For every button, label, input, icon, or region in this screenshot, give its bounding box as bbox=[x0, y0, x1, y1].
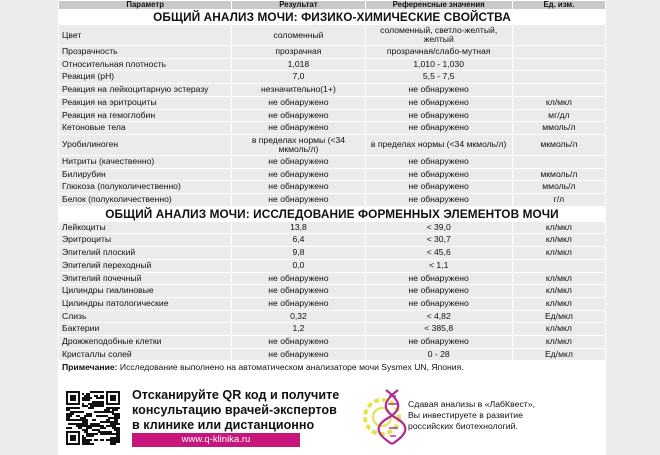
table-row bbox=[59, 222, 605, 234]
cell-result: 0,0 bbox=[232, 260, 364, 272]
cell-ref: < 4,82 bbox=[366, 311, 512, 323]
cell-result: не обнаружено bbox=[232, 97, 364, 109]
cell-ref: не обнаружено bbox=[366, 84, 512, 96]
table-row bbox=[59, 122, 605, 134]
table-row bbox=[59, 156, 605, 168]
cell-result: 1,018 bbox=[232, 59, 364, 71]
cell-param: Реакция на лейкоцитарную эстеразу bbox=[59, 84, 231, 96]
cell-result: не обнаружено bbox=[232, 169, 364, 181]
cell-result: не обнаружено bbox=[232, 298, 364, 310]
cell-ref: < 30,7 bbox=[366, 234, 512, 246]
cell-ref: < 45,6 bbox=[366, 247, 512, 259]
cell-param: Эпителий плоский bbox=[59, 247, 231, 259]
table-row bbox=[59, 59, 605, 71]
cell-param: Эпителий почечный bbox=[59, 273, 231, 285]
cell-unit bbox=[513, 25, 605, 45]
cell-ref: не обнаружено bbox=[366, 336, 512, 348]
promo-banner bbox=[58, 386, 606, 455]
cell-param: Билирубин bbox=[59, 169, 231, 181]
note-label: Примечание: bbox=[62, 362, 118, 373]
cell-ref: не обнаружено bbox=[366, 110, 512, 122]
cell-ref: < 1,1 bbox=[366, 260, 512, 272]
table-row bbox=[59, 273, 605, 285]
cell-unit: кл/мкл bbox=[513, 222, 605, 234]
header-param: Параметр bbox=[59, 1, 231, 9]
table-row bbox=[59, 349, 605, 361]
cell-unit: ммоль/л bbox=[513, 181, 605, 193]
cell-result: незначительно(1+) bbox=[232, 84, 364, 96]
table-row bbox=[59, 311, 605, 323]
section-title-formed bbox=[59, 207, 605, 221]
right-line-3: российских биотехнологий. bbox=[408, 421, 518, 431]
cell-ref: прозрачная/слабо-мутная bbox=[366, 46, 512, 58]
table-row bbox=[59, 46, 605, 58]
cell-ref: соломенный, светло-желтый, желтый bbox=[366, 25, 512, 45]
table-row bbox=[59, 135, 605, 155]
cell-result: 1,2 bbox=[232, 323, 364, 335]
section-formed-label: ОБЩИЙ АНАЛИЗ МОЧИ: ИССЛЕДОВАНИЕ ФОРМЕННЫХ ЭЛЕМЕНТОВ МОЧИ bbox=[59, 207, 605, 221]
cell-unit: кл/мкл bbox=[513, 323, 605, 335]
cell-unit bbox=[513, 84, 605, 96]
cell-unit: мг/дл bbox=[513, 110, 605, 122]
cell-unit: мкмоль/л bbox=[513, 169, 605, 181]
cell-result: 6,4 bbox=[232, 234, 364, 246]
cell-param: Слизь bbox=[59, 311, 231, 323]
header-unit: Ед. изм. bbox=[513, 1, 605, 9]
cell-result: 0,32 bbox=[232, 311, 364, 323]
cell-param: Белок (полуколичественно) bbox=[59, 194, 231, 206]
cell-param: Дрожжеподобные клетки bbox=[59, 336, 231, 348]
section-physchem-label: ОБЩИЙ АНАЛИЗ МОЧИ: ФИЗИКО-ХИМИЧЕСКИЕ СВОЙСТВА bbox=[59, 10, 605, 24]
cell-result: не обнаружено bbox=[232, 110, 364, 122]
cell-result: 13,8 bbox=[232, 222, 364, 234]
cell-param: Цилиндры патологические bbox=[59, 298, 231, 310]
cell-ref: 1,010 - 1,030 bbox=[366, 59, 512, 71]
cell-result: не обнаружено bbox=[232, 349, 364, 361]
cell-param: Лейкоциты bbox=[59, 222, 231, 234]
promo-line-2: консультацию врачей-экспертов bbox=[132, 403, 337, 417]
lab-report bbox=[58, 0, 606, 455]
cell-result: не обнаружено bbox=[232, 156, 364, 168]
cell-result: не обнаружено bbox=[232, 273, 364, 285]
cell-ref: не обнаружено bbox=[366, 122, 512, 134]
cell-ref: < 39,0 bbox=[366, 222, 512, 234]
header-ref: Референсные значения bbox=[366, 1, 512, 9]
cell-result: 9,8 bbox=[232, 247, 364, 259]
cell-param: Уробилиноген bbox=[59, 135, 231, 155]
cell-unit bbox=[513, 59, 605, 71]
cell-ref: в пределах нормы (<34 мкмоль/л) bbox=[366, 135, 512, 155]
section-title-physchem bbox=[59, 10, 605, 24]
cell-ref: не обнаружено bbox=[366, 169, 512, 181]
note-body: Исследование выполнено на автоматическом анализаторе мочи Sysmex UN, Япония. bbox=[117, 362, 464, 373]
cell-unit: Ед/мкл bbox=[513, 311, 605, 323]
cell-unit: кл/мкл bbox=[513, 285, 605, 297]
table-row bbox=[59, 234, 605, 246]
cell-param: Кристаллы солей bbox=[59, 349, 231, 361]
cell-result: не обнаружено bbox=[232, 181, 364, 193]
cell-param: Реакция на эритроциты bbox=[59, 97, 231, 109]
cell-param: Кетоновые тела bbox=[59, 122, 231, 134]
cell-result: соломенный bbox=[232, 25, 364, 45]
cell-ref: 0 - 28 bbox=[366, 349, 512, 361]
note-row bbox=[59, 361, 605, 373]
lab-invest-text bbox=[408, 399, 535, 432]
table-row bbox=[59, 285, 605, 297]
cell-param: Реакция (pH) bbox=[59, 71, 231, 83]
cell-unit: кл/мкл bbox=[513, 273, 605, 285]
cell-result: не обнаружено bbox=[232, 285, 364, 297]
cell-ref: не обнаружено bbox=[366, 285, 512, 297]
table-row bbox=[59, 25, 605, 45]
cell-unit: г/л bbox=[513, 194, 605, 206]
cell-unit: Ед/мкл bbox=[513, 349, 605, 361]
cell-result: не обнаружено bbox=[232, 122, 364, 134]
table-row bbox=[59, 336, 605, 348]
table-row bbox=[59, 110, 605, 122]
right-line-1: Сдавая анализы в «ЛабКвест», bbox=[408, 399, 536, 409]
cell-unit: кл/мкл bbox=[513, 247, 605, 259]
table-row bbox=[59, 71, 605, 83]
cell-unit bbox=[513, 260, 605, 272]
cell-ref: не обнаружено bbox=[366, 181, 512, 193]
cell-param: Эпителий переходный bbox=[59, 260, 231, 272]
table-row bbox=[59, 97, 605, 109]
cell-param: Относительная плотность bbox=[59, 59, 231, 71]
qr-code-icon[interactable] bbox=[64, 389, 122, 447]
cell-param: Цилиндры гиалиновые bbox=[59, 285, 231, 297]
cell-ref: 5,5 - 7,5 bbox=[366, 71, 512, 83]
results-table bbox=[58, 0, 606, 374]
cell-result: в пределах нормы (<34 мкмоль/л) bbox=[232, 135, 364, 155]
cell-unit: кл/мкл bbox=[513, 234, 605, 246]
cell-unit: мкмоль/л bbox=[513, 135, 605, 155]
cell-unit: кл/мкл bbox=[513, 97, 605, 109]
table-header bbox=[59, 1, 605, 9]
cell-param: Прозрачность bbox=[59, 46, 231, 58]
cell-unit bbox=[513, 156, 605, 168]
cell-unit: кл/мкл bbox=[513, 298, 605, 310]
cell-param: Глюкоза (полуколичественно) bbox=[59, 181, 231, 193]
table-row bbox=[59, 323, 605, 335]
table-row bbox=[59, 247, 605, 259]
table-row bbox=[59, 194, 605, 206]
promo-text bbox=[132, 388, 339, 433]
cell-ref: < 385,8 bbox=[366, 323, 512, 335]
cell-result: прозрачная bbox=[232, 46, 364, 58]
promo-url-link[interactable]: www.q-klinika.ru bbox=[132, 433, 300, 447]
table-row bbox=[59, 169, 605, 181]
note-text bbox=[59, 361, 605, 373]
cell-unit bbox=[513, 71, 605, 83]
table-row bbox=[59, 298, 605, 310]
cell-unit bbox=[513, 46, 605, 58]
cell-ref: не обнаружено bbox=[366, 298, 512, 310]
cell-param: Нитриты (качественно) bbox=[59, 156, 231, 168]
cell-ref: не обнаружено bbox=[366, 97, 512, 109]
cell-ref: не обнаружено bbox=[366, 156, 512, 168]
cell-param: Цвет bbox=[59, 25, 231, 45]
table-row bbox=[59, 260, 605, 272]
table-row bbox=[59, 84, 605, 96]
cell-unit: ммоль/л bbox=[513, 122, 605, 134]
table-row bbox=[59, 181, 605, 193]
cell-param: Бактерии bbox=[59, 323, 231, 335]
cell-result: не обнаружено bbox=[232, 194, 364, 206]
promo-line-1: Отсканируйте QR код и получите bbox=[132, 388, 340, 402]
cell-param: Реакция на гемоглобин bbox=[59, 110, 231, 122]
cell-unit: кл/мкл bbox=[513, 336, 605, 348]
right-line-2: Вы инвестируете в развитие bbox=[408, 410, 523, 420]
cell-ref: не обнаружено bbox=[366, 273, 512, 285]
cell-result: 7,0 bbox=[232, 71, 364, 83]
cell-param: Эритроциты bbox=[59, 234, 231, 246]
cell-result: не обнаружено bbox=[232, 336, 364, 348]
promo-line-3: в клинике или дистанционно bbox=[132, 418, 315, 432]
cell-ref: не обнаружено bbox=[366, 194, 512, 206]
header-result: Результат bbox=[232, 1, 364, 9]
